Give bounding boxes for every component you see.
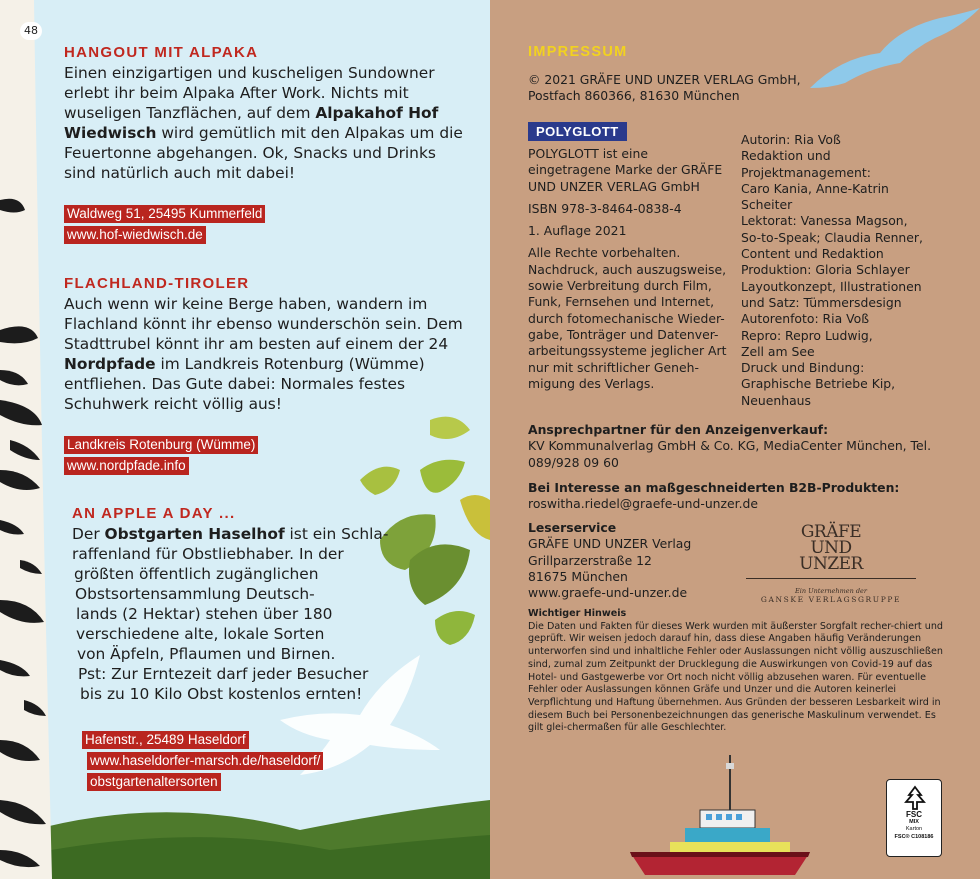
b2b-email-link[interactable]: roswitha.riedel@graefe-und-unzer.de — [528, 496, 759, 512]
edition: 1. Auflage 2021 — [528, 223, 627, 239]
fsc-tree-icon — [901, 785, 929, 811]
polyglott-logo: POLYGLOTT — [528, 122, 627, 141]
important-notice: Wichtiger Hinweis Die Daten und Fakten für dieses Werk wurden mit äußerster Sorgfalt recher-chiert und geprüft. Wir weisen jedoch darauf hin, dass diese Angaben häufig Veränderungen unterworfen sind und inhaltliche Fehler oder Auslassungen nicht völlig auszuschließen sind, zumal zum Zeitpunkt der Drucklegung die Auswirkungen von Covid-19 auf das Hotel- und Gastgewerbe vor Ort noch nicht völlig abzusehen waren. Für eventuelle Fehler oder Auslassungen können Gräfe und Unzer und die Autoren keinerlei Verpflichtung und Haftung übernehmen. Aus Gründen der besseren Lesbarkeit wird in diesem Buch bei Personenbezeichnungen das generische Maskulinum verwendet. Es gilt glei-chermaßen für alle Geschlechter. — [528, 608, 943, 734]
section-body: Einen einzigartigen und kuscheligen Sundowner erlebt ihr beim Alpaka After Work. Nichts mit wuseligen Tanzflächen, auf dem Alpakahof Hof Wiedwisch wird gemütlich mit den Alpakas um die Feuertonne abgehangen. Ok, Snacks und Drinks sind natürlich auch mit dabei! — [64, 64, 463, 182]
right-page-impressum — [490, 0, 980, 879]
publisher-info-column — [528, 146, 733, 398]
credits-column: Autorin: Ria Voß Redaktion und Projektmanagement: Caro Kania, Anne-Katrin Scheiter Lektorat: Vanessa Magson, So-to-Speak; Claudia Renner, Content und Redaktion Produktion: Gloria Schlayer Layoutkonzept, Illustrationen und Satz: Tümmersdesign Autorenfoto: Ria Voß Repro: Repro Ludwig, Zell am See Druck und Bindung: Graphische Betriebe Kip, Neuenhaus — [741, 132, 923, 408]
birch-tree-illustration — [0, 0, 62, 879]
rights-text: Alle Rechte vorbehalten. Nachdruck, auch auszugsweise, sowie Verbreitung durch Film, Funk, Fernsehen und Internet, durch fotomechanische Wieder-gabe, Tonträger und Datenver-arbeitungssysteme jeglicher Art nur mit schriftlicher Geneh-migung des Verlags. — [528, 245, 727, 391]
section-body: Auch wenn wir keine Berge haben, wandern im Flachland könnt ihr ebenso wunderschön sein. Dem Stadttrubel könnt ihr am besten auf einem der 24 Nordpfade im Landkreis Rotenburg (Wümme) entfliehen. Das Gute dabei: Normales festes Schuhwerk reicht völlig aus! — [64, 295, 463, 413]
impressum-title: IMPRESSUM — [528, 44, 628, 60]
website-link[interactable]: www.hof-wiedwisch.de — [64, 226, 206, 244]
copyright: © 2021 GRÄFE UND UNZER VERLAG GmbH, Postfach 860366, 81630 München — [528, 72, 801, 104]
section-title: AN APPLE A DAY ... — [72, 505, 236, 522]
section-title: FLACHLAND-TIROLER — [64, 275, 250, 292]
ad-sales-contact: Ansprechpartner für den Anzeigenverkauf: KV Kommunalverlag GmbH & Co. KG, MediaCenter München, Tel. 089/928 09 60 — [528, 422, 932, 470]
polyglott-text: POLYGLOTT ist eine eingetragene Marke der GRÄFE UND UNZER VERLAG GmbH — [528, 146, 723, 194]
address-block — [82, 729, 402, 792]
fsc-certification-badge: FSC MIX Karton FSC® C108186 — [886, 779, 942, 857]
website-link-continued[interactable]: obstgartenaltersorten — [87, 773, 221, 791]
address-block — [64, 203, 464, 245]
section-an-apple-a-day — [72, 505, 402, 792]
isbn: ISBN 978-3-8464-0838-4 — [528, 200, 682, 216]
address-label: Hafenstr., 25489 Haseldorf — [82, 731, 249, 749]
website-link[interactable]: www.nordpfade.info — [64, 457, 189, 475]
section-hangout-mit-alpaka — [64, 44, 464, 245]
address-block — [64, 434, 464, 476]
address-label: Waldweg 51, 25495 Kummerfeld — [64, 205, 265, 223]
b2b-contact: Bei Interesse an maßgeschneiderten B2B-Produkten: roswitha.riedel@graefe-und-unzer.de — [528, 480, 968, 513]
section-body: Der Obstgarten Haselhof ist ein Schla- raffenland für Obstliebhaber. In der größten öffentlich zugänglichen Obstsortensammlung Deutsch- lands (2 Hektar) stehen über 180 verschiedene alte, lokale Sorten von Äpfeln, Pflaumen und Birnen. Pst: Zur Erntezeit darf jeder Besucher bis zu 10 Kilo Obst kostenlos ernten! — [72, 525, 389, 703]
ship-illustration — [630, 755, 820, 879]
section-title: HANGOUT MIT ALPAKA — [64, 44, 259, 61]
website-link[interactable]: www.haseldorfer-marsch.de/haseldorf/ — [87, 752, 323, 770]
reader-service: Leserservice GRÄFE UND UNZER Verlag Grillparzerstraße 12 81675 München www.graefe-und-unzer.de — [528, 520, 728, 601]
page-number: 48 — [20, 22, 42, 40]
website-link[interactable]: www.graefe-und-unzer.de — [528, 585, 688, 601]
seagull-icon — [810, 8, 980, 88]
address-label: Landkreis Rotenburg (Wümme) — [64, 436, 258, 454]
graefe-und-unzer-logo: GRÄFE UND UNZER Ein Unternehmen der GANSKE VERLAGSGRUPPE — [746, 524, 916, 605]
section-flachland-tiroler — [64, 275, 464, 476]
